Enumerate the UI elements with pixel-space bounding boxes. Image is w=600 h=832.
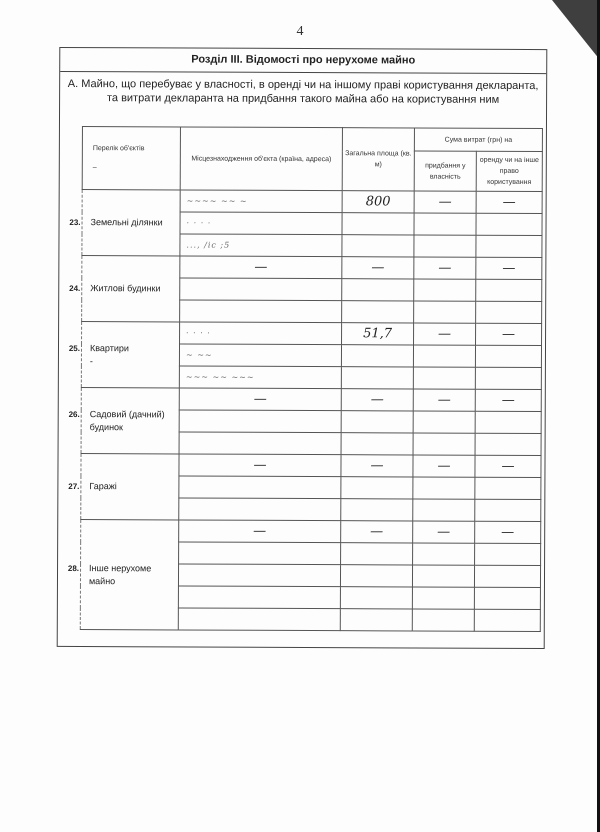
table-row-garages: 27. Гаражі — — — — — [81, 454, 541, 478]
page-number: 4 — [296, 24, 304, 39]
header-area: Загальна площа (кв. м) — [342, 128, 414, 191]
area-value: 51,7 — [342, 323, 414, 345]
header-objects: Перелік об'єктів – — [82, 127, 180, 190]
header-rent: оренду чи на інше право користування — [476, 151, 542, 191]
header-purchase: придбання у власність — [414, 151, 476, 191]
category-label: Житлові будинки — [90, 283, 161, 294]
category-label: Садовий (дачний) будинок — [89, 408, 165, 432]
category-label: Квартири — [89, 342, 129, 353]
table-row-residential-houses: 24. Житлові будинки — — — — — [82, 256, 542, 280]
header-expenses-group: Сума витрат (грн) на — [414, 128, 542, 152]
category-label: Гаражі — [89, 481, 117, 492]
real-estate-table: Перелік об'єктів – Місцезнаходження об'єкта (країна, адреса) Загальна площа (кв. м) Сума витрат (грн) на придбання у власність оренду чи на інше право користування 23. Земельні ділянки ~~~~ ~~ ~ 800 — — · · · · ..., /іс ;5 24. Житлові будинки — — — — 25. Квартири - · · · · 51,7 — — ~ ~~ ~~~ ~~ ~~~ 26. Садовий (дачний) будинок — — — — 27. Гаражі — — — — 28. Інше нерухоме майно — — — — — [80, 126, 543, 632]
table-row-apartments: 25. Квартири - · · · · 51,7 — — — [82, 322, 542, 346]
scan-corner-artifact — [552, 0, 600, 60]
section-subtitle: А. Майно, що перебуває у власності, в оренді чи на іншому праві користування декларанта, та витрати декларанта на придбання такого майна або на користування ним — [67, 77, 539, 106]
table-row-other-real-estate: 28. Інше нерухоме майно — — — — — [81, 520, 541, 544]
table-row-land: 23. Земельні ділянки ~~~~ ~~ ~ 800 — — — [82, 190, 542, 214]
header-location: Місцезнаходження об'єкта (країна, адреса) — [180, 127, 342, 191]
declaration-section-frame — [57, 47, 548, 649]
table-row-garden-house: 26. Садовий (дачний) будинок — — — — — [81, 388, 541, 412]
area-value: 800 — [342, 191, 414, 213]
section-title: Розділ III. Відомості про нерухоме майно — [60, 48, 546, 74]
category-label: Земельні ділянки — [90, 217, 163, 228]
category-label: Інше нерухоме майно — [88, 562, 152, 586]
